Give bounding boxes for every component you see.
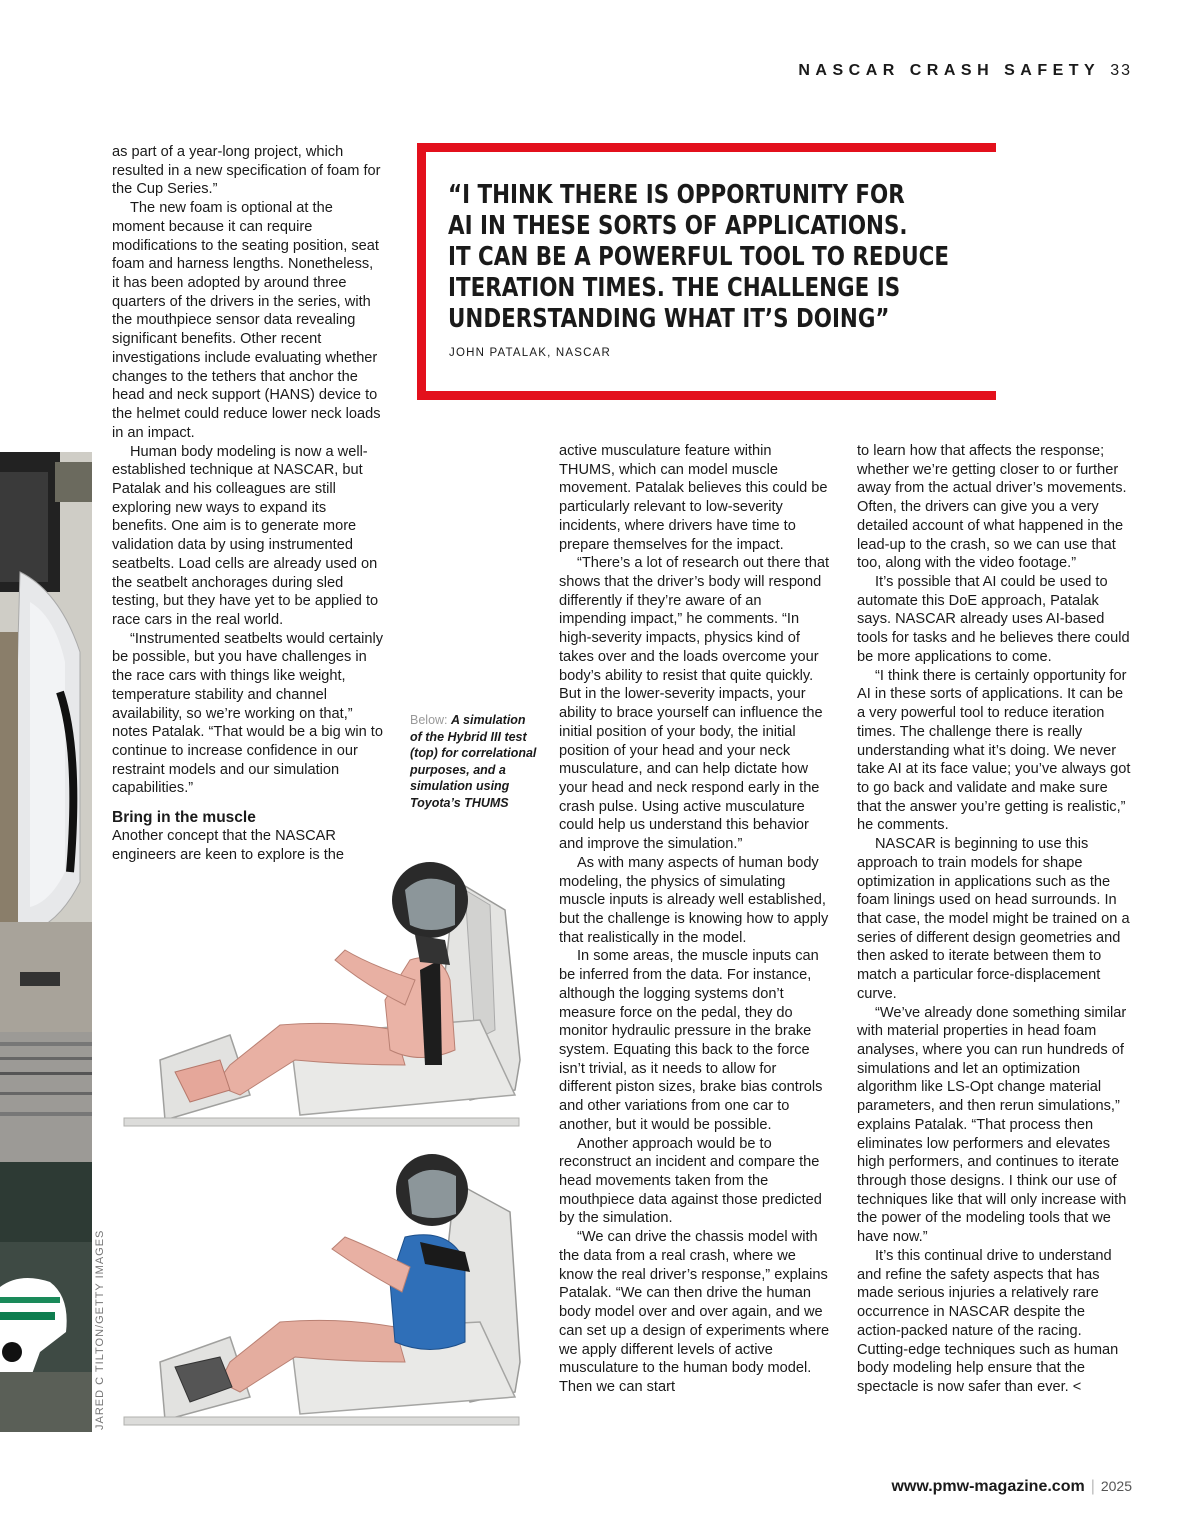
race-photo-graphic [0,452,92,1432]
paragraph: It’s possible that AI could be used to automate this DoE approach, Patalak says. NASCAR already uses AI-based tools for tasks and he believes there could be more applications to come. [857,574,1130,665]
caption-lead: Below: [410,713,448,727]
thums-simulation-image [120,1152,540,1427]
article-column-1 [112,143,384,865]
page-footer [891,1478,1132,1496]
paragraph: “Instrumented seatbelts would certainly be possible, but you have challenges in the race cars with things like weight, temperature stability and channel availability, so we’re working on that,” notes Patalak. “That would be a big win to continue to increase confidence in our restraint models and our simulation capabilities.” [112,630,384,797]
paragraph: Another approach would be to reconstruct an incident and compare the head movements taken from the mouthpiece data against those predicted by the simulation. [559,1135,822,1227]
running-header [798,62,1132,80]
article-column-2 [559,442,831,1397]
paragraph: It’s this continual drive to understand and refine the safety aspects that has made serious injuries a relatively rare occurrence in NASCAR despite the action-packed nature of the racing. Cutting-edge techniques such as human body modeling help ensure that the spectacle is now safer than ever. < [857,1247,1119,1395]
image-caption [410,712,540,811]
paragraph: Human body modeling is now a well-established technique at NASCAR, but Patalak and his colleagues are still exploring new ways to expand its benefits. One aim is to generate more validation data by using instrumented seatbelts. Load cells are already used on the seatbelt anchorages during sled testing, but they have yet to be applied to race cars in the real world. [112,443,379,628]
paragraph: active musculature feature within THUMS, which can model muscle movement. Patalak believes this could be particularly relevant to low-severity incidents, where drivers have time to prepare themselves for the impact. [559,443,828,553]
paragraph: to learn how that affects the response; whether we’re getting closer to or further away from the actual driver’s movements. Often, the drivers can give you a very detailed account of what happened in the lead-up to the crash, so we can use that too, along with the video footage.” [857,443,1127,572]
pullquote-line: ITERATION TIMES. THE CHALLENGE IS [448,273,901,303]
pullquote-line: IT CAN BE A POWERFUL TOOL TO REDUCE [448,242,950,272]
paragraph: Another concept that the NASCAR engineers are keen to explore is the [112,828,345,863]
paragraph: “We’ve already done something similar with material properties in head foam analyses, where you can run hundreds of simulations and let an optimization algorithm like LS-Opt change material parameters, and then rerun simulations,” explains Patalak. “That process then eliminates low performers and elevates high performers, and continues to iterate through those designs. I think our use of techniques like that will only increase with the power of the modeling tools that we have now.” [857,1004,1127,1246]
subheading: Bring in the muscle [112,809,256,827]
pullquote-line: “I THINK THERE IS OPPORTUNITY FOR [448,180,905,210]
article-column-3 [857,442,1132,1397]
pullquote-attribution: JOHN PATALAK, NASCAR [449,347,612,359]
footer-divider: | [1090,1478,1095,1495]
photo-credit: JARED C TILTON/GETTY IMAGES [94,1229,106,1430]
simulation-graphic [120,850,540,1130]
page-number: 33 [1110,62,1132,79]
paragraph: In some areas, the muscle inputs can be inferred from the data. For instance, although the logging systems don’t measure force on the pedal, they do monitor hydraulic pressure in the brake system. Equating this back to the force isn’t trivial, as it needs to allow for different piston sizes, brake bias controls and other variations from one car to another, but it would be possible. [559,948,823,1133]
paragraph: NASCAR is beginning to use this approach to train models for shape optimization in applications such as the foam linings used on head surrounds. In that case, the model might be trained on a series of different design geometries and then asked to iterate between them to match a particular force-displacement curve. [857,836,1130,1002]
pullquote-line: AI IN THESE SORTS OF APPLICATIONS. [448,211,908,241]
pullquote [448,180,950,335]
issue-year: 2025 [1100,1478,1132,1494]
caption-body: A simulation of the Hybrid III test (top) for correlational purposes, and a simulation using Toyota’s THUMS [410,713,537,810]
paragraph: The new foam is optional at the moment because it can require modifications to the seating position, seat foam and harness lengths. Nonetheless, it has been adopted by around three quarters of the drivers in the series, with the mouthpiece sensor data revealing significant benefits. Other recent investigations include evaluating whether changes to the tethers that anchor the head and neck support (HANS) device to the helmet could reduce lower neck loads in an impact. [112,200,381,441]
pullquote-line: UNDERSTANDING WHAT IT’S DOING” [448,304,890,334]
paragraph: “There’s a lot of research out there that shows that the driver’s body will respond differently if they’re aware of an impending impact,” he comments. “In high-severity impacts, physics kind of takes over and the loads overcome your body’s ability to resist that quite quickly. But in the lower-severity impacts, your ability to brace yourself can influence the initial position of your body, the initial position of your head and your neck musculature, and can help dictate how your head and neck respond early in the crash pulse. Using active musculature could help us understand this behavior and improve the simulation.” [559,555,830,853]
hybrid-iii-simulation-image [120,850,540,1130]
paragraph: “We can drive the chassis model with the data from a real crash, where we know the real driver’s response,” explains Patalak. “We can then drive the human body model over and over again, and we can set up a design of experiments where we apply different levels of active musculature to the human body model. Then we can start [559,1229,830,1395]
paragraph: as part of a year-long project, which resulted in a new specification of foam for the Cup Series.” [112,144,381,198]
website-url: www.pmw-magazine.com [891,1478,1085,1495]
simulation-graphic [120,1152,540,1427]
section-title: NASCAR CRASH SAFETY [798,62,1101,79]
paragraph: “I think there is certainly opportunity for AI in these sorts of applications. It can be a very powerful tool to reduce iteration times. The challenge there is really understanding what it’s doing. We never take AI at its face value; you’ve always got to go back and validate and make sure that the answer you’re getting is realistic,” he comments. [857,667,1131,834]
race-photo [0,452,92,1432]
paragraph: As with many aspects of human body modeling, the physics of simulating muscle inputs is already well established, but the challenge is knowing how to apply that realistically in the model. [559,854,829,946]
